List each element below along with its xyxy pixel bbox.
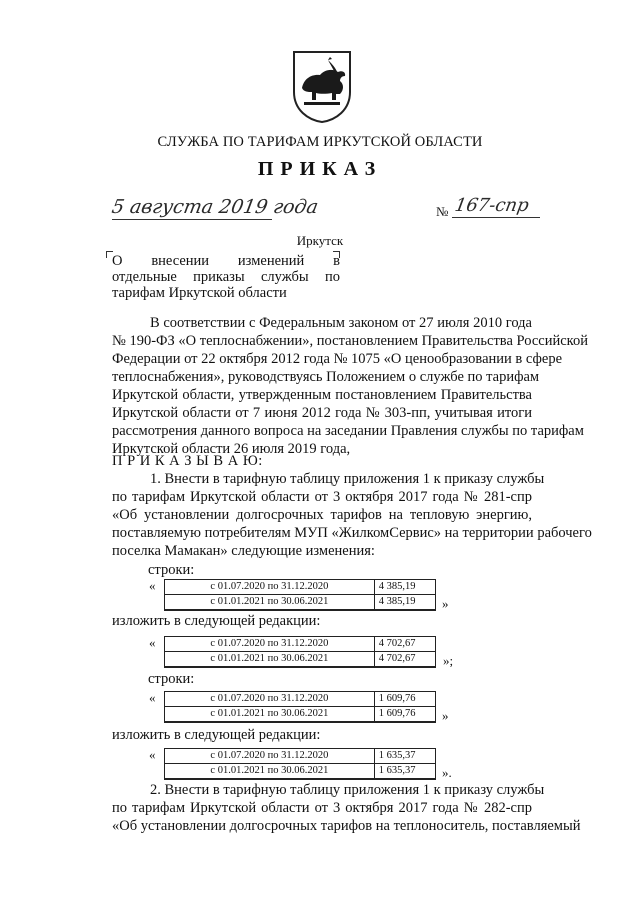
table-row xyxy=(165,764,436,780)
table-row xyxy=(165,692,436,707)
restate-label: изложить в следующей редакции: xyxy=(112,613,321,629)
value-cell: 4 702,67 xyxy=(374,637,435,652)
open-quote: « xyxy=(149,747,156,762)
handwritten-number: 167-спр xyxy=(453,195,531,216)
open-quote: « xyxy=(149,635,156,650)
item1-line: поселка Мамакан» следующие изменения: xyxy=(112,543,375,559)
preamble-line: № 190-ФЗ «О теплоснабжении», постановлением Правительства Российской xyxy=(112,333,588,349)
table-row xyxy=(165,637,436,652)
item1-line: поставляемую потребителям МУП «ЖилкомСервис» на территории рабочего xyxy=(112,525,592,541)
preamble-line: рассмотрения данного вопроса на заседании Правления службы по тарифам xyxy=(112,423,584,439)
number-label: № xyxy=(436,204,449,219)
preamble-line: В соответствии с Федеральным законом от 27 июля 2010 года xyxy=(150,315,532,331)
table-row xyxy=(165,707,436,723)
subject-line: О внесении изменений в xyxy=(112,253,340,269)
table-row xyxy=(165,652,436,668)
period-cell: с 01.07.2020 по 31.12.2020 xyxy=(165,749,375,764)
period-cell: с 01.01.2021 по 30.06.2021 xyxy=(165,652,375,668)
date-underline xyxy=(112,219,272,220)
item2-line: по тарифам Иркутской области от 3 октября 2017 года № 282-спр xyxy=(112,800,532,816)
city-name: Иркутск xyxy=(296,233,344,248)
period-cell: с 01.07.2020 по 31.12.2020 xyxy=(165,692,375,707)
number-underline xyxy=(452,217,540,218)
period-cell: с 01.01.2021 по 30.06.2021 xyxy=(165,764,375,780)
open-quote: « xyxy=(149,578,156,593)
document-title: ПРИКАЗ xyxy=(257,158,383,180)
preamble-line: Иркутской области от 7 июня 2012 года № 303-пп, учитывая итоги xyxy=(112,405,532,421)
subject-line: отдельные приказы службы по xyxy=(112,269,340,285)
agency-name: СЛУЖБА ПО ТАРИФАМ ИРКУТСКОЙ ОБЛАСТИ xyxy=(157,134,483,150)
preamble-line: Иркутской области, утвержденным постановлением Правительства xyxy=(112,387,532,403)
table-row xyxy=(165,580,436,595)
item2-line: «Об установлении долгосрочных тарифов на теплоноситель, поставляемый xyxy=(112,818,581,834)
preamble-line: Иркутской области 26 июля 2019 года, xyxy=(112,441,351,457)
value-cell: 1 609,76 xyxy=(374,707,435,723)
tariff-table xyxy=(164,636,436,668)
period-cell: с 01.01.2021 по 30.06.2021 xyxy=(165,595,375,611)
value-cell: 1 609,76 xyxy=(374,692,435,707)
rows-label: строки: xyxy=(148,562,195,578)
preamble-line: Федерации от 22 октября 2012 года № 1075 «О ценообразовании в сфере xyxy=(112,351,563,367)
order-word: П Р И К А З Ы В А Ю: xyxy=(112,453,263,469)
rows-label: строки: xyxy=(148,671,195,687)
item2-line: 2. Внести в тарифную таблицу приложения 1 к приказу службы xyxy=(150,782,545,798)
close-quote: » xyxy=(442,596,449,611)
close-quote: » xyxy=(442,708,449,723)
tariff-table xyxy=(164,691,436,723)
value-cell: 4 385,19 xyxy=(374,580,435,595)
subject-line: тарифам Иркутской области xyxy=(112,285,287,301)
value-cell: 4 702,67 xyxy=(374,652,435,668)
item1-line: «Об установлении долгосрочных тарифов на тепловую энергию, xyxy=(112,507,532,523)
close-quote: »; xyxy=(443,653,454,668)
coat-of-arms-emblem xyxy=(290,48,354,124)
open-quote: « xyxy=(149,690,156,705)
preamble-line: теплоснабжения», руководствуясь Положением о службе по тарифам xyxy=(112,369,540,385)
tariff-table xyxy=(164,748,436,780)
item1-line: 1. Внести в тарифную таблицу приложения 1 к приказу службы xyxy=(150,471,545,487)
period-cell: с 01.01.2021 по 30.06.2021 xyxy=(165,707,375,723)
item1-line: по тарифам Иркутской области от 3 октября 2017 года № 281-спр xyxy=(112,489,532,505)
value-cell: 4 385,19 xyxy=(374,595,435,611)
table-row xyxy=(165,595,436,611)
value-cell: 1 635,37 xyxy=(374,764,435,780)
tariff-table xyxy=(164,579,436,611)
handwritten-date: 5 августа 2019 года xyxy=(110,196,320,218)
value-cell: 1 635,37 xyxy=(374,749,435,764)
period-cell: с 01.07.2020 по 31.12.2020 xyxy=(165,637,375,652)
restate-label: изложить в следующей редакции: xyxy=(112,727,321,743)
table-row xyxy=(165,749,436,764)
close-quote: ». xyxy=(442,765,452,780)
period-cell: с 01.07.2020 по 31.12.2020 xyxy=(165,580,375,595)
